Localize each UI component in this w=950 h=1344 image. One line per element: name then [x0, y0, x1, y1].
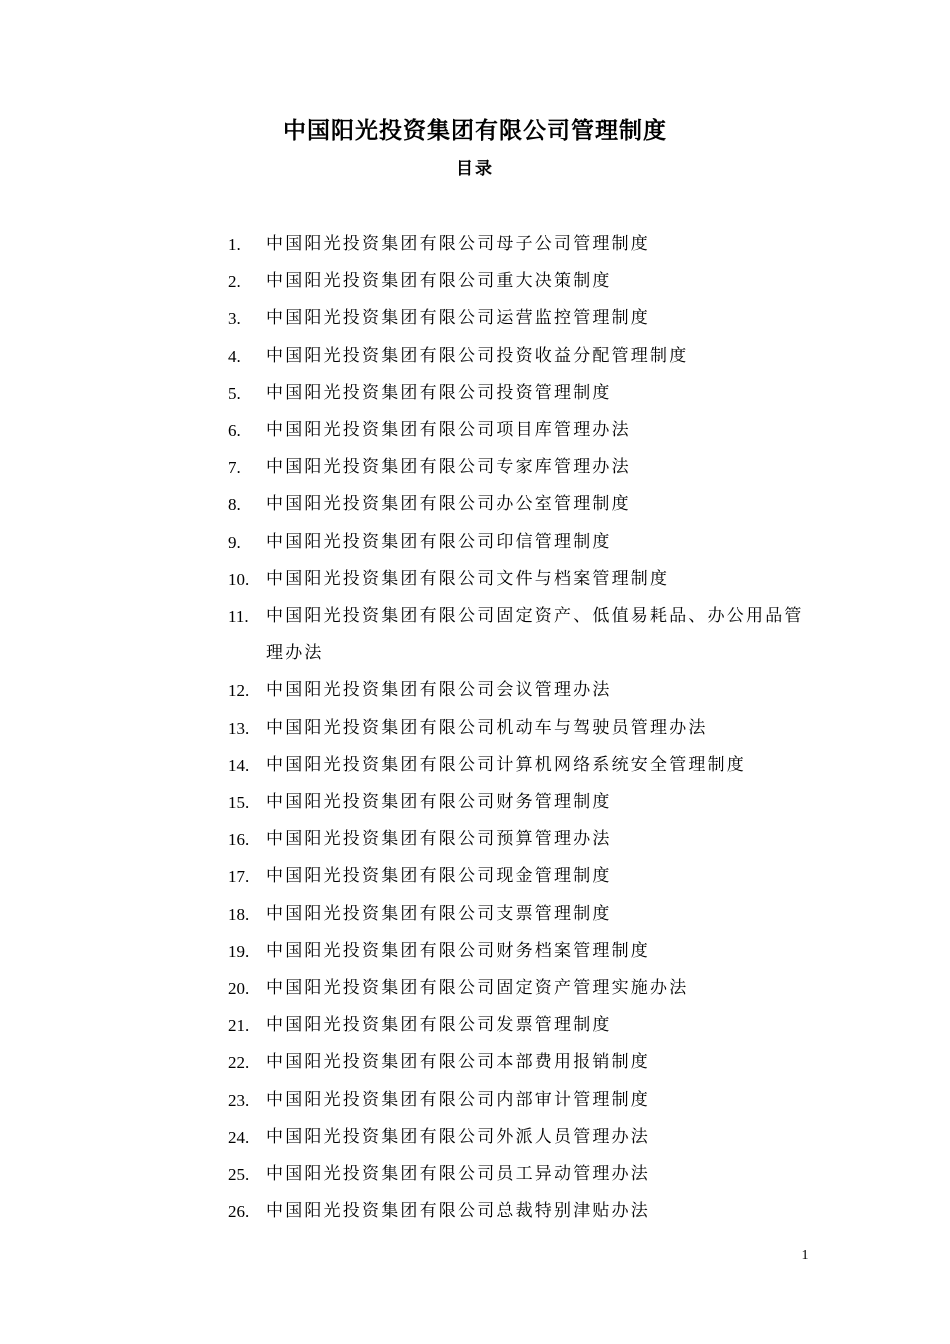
toc-item-title: 中国阳光投资集团有限公司文件与档案管理制度	[266, 568, 670, 589]
toc-item-number: 6.	[228, 421, 241, 441]
toc-item-title: 中国阳光投资集团有限公司预算管理办法	[266, 829, 612, 850]
page-number: 1	[801, 1248, 809, 1263]
toc-item-title: 中国阳光投资集团有限公司会议管理办法	[266, 680, 612, 701]
toc-item-title: 中国阳光投资集团有限公司重大决策制度	[266, 271, 612, 292]
toc-item-title: 中国阳光投资集团有限公司财务档案管理制度	[266, 940, 650, 961]
toc-item	[228, 933, 818, 970]
toc-item-title: 中国阳光投资集团有限公司本部费用报销制度	[266, 1052, 650, 1073]
table-of-contents	[228, 226, 818, 1230]
toc-item	[228, 1119, 818, 1156]
toc-item	[228, 486, 818, 523]
toc-item	[228, 784, 818, 821]
toc-item	[228, 598, 818, 672]
toc-item-title: 中国阳光投资集团有限公司财务管理制度	[266, 792, 612, 813]
toc-item-number: 3.	[228, 309, 241, 329]
toc-item-title: 中国阳光投资集团有限公司投资管理制度	[266, 382, 612, 403]
toc-item-number: 26.	[228, 1202, 250, 1222]
toc-item-number: 2.	[228, 272, 241, 292]
toc-item-title: 中国阳光投资集团有限公司专家库管理办法	[266, 457, 631, 478]
toc-item-number: 19.	[228, 941, 250, 961]
toc-item-number: 10.	[228, 569, 250, 589]
toc-item-number: 15.	[228, 793, 250, 813]
toc-item	[228, 226, 818, 263]
toc-item-number: 25.	[228, 1165, 250, 1185]
toc-item-number: 1.	[228, 235, 241, 254]
toc-item-number: 17.	[228, 867, 250, 887]
toc-item	[228, 970, 818, 1007]
toc-item-title: 中国阳光投资集团有限公司印信管理制度	[266, 531, 612, 552]
toc-item-title: 中国阳光投资集团有限公司现金管理制度	[266, 866, 612, 887]
toc-item	[228, 1044, 818, 1081]
toc-item	[228, 672, 818, 709]
toc-item	[228, 375, 818, 412]
toc-item-title: 中国阳光投资集团有限公司总裁特别津贴办法	[266, 1201, 650, 1222]
toc-item	[228, 449, 818, 486]
toc-item-title: 中国阳光投资集团有限公司固定资产、低值易耗品、办公用品管理办法	[266, 606, 804, 664]
toc-item-number: 14.	[228, 755, 250, 775]
toc-item	[228, 896, 818, 933]
toc-item-number: 11.	[228, 607, 249, 627]
toc-item-number: 12.	[228, 681, 250, 701]
toc-item	[228, 821, 818, 858]
toc-item-number: 7.	[228, 458, 241, 478]
toc-item-number: 8.	[228, 495, 241, 515]
toc-item	[228, 710, 818, 747]
toc-item-title: 中国阳光投资集团有限公司项目库管理办法	[266, 420, 631, 441]
toc-item-title: 中国阳光投资集团有限公司办公室管理制度	[266, 494, 631, 515]
toc-item-title: 中国阳光投资集团有限公司投资收益分配管理制度	[266, 345, 689, 366]
toc-item-title: 中国阳光投资集团有限公司固定资产管理实施办法	[266, 978, 689, 999]
toc-item-title: 中国阳光投资集团有限公司发票管理制度	[266, 1015, 612, 1036]
toc-item-number: 23.	[228, 1090, 250, 1110]
toc-item-title: 中国阳光投资集团有限公司计算机网络系统安全管理制度	[266, 754, 746, 775]
toc-item	[228, 300, 818, 337]
toc-item	[228, 412, 818, 449]
toc-item-number: 20.	[228, 979, 250, 999]
toc-item	[228, 561, 818, 598]
toc-item	[228, 524, 818, 561]
toc-item-number: 18.	[228, 904, 250, 924]
toc-item-title: 中国阳光投资集团有限公司机动车与驾驶员管理办法	[266, 717, 708, 738]
toc-item-number: 16.	[228, 830, 250, 850]
toc-item-title: 中国阳光投资集团有限公司母子公司管理制度	[266, 234, 650, 254]
toc-item	[228, 1082, 818, 1119]
toc-heading: 目录	[456, 159, 494, 179]
toc-item-number: 4.	[228, 346, 241, 366]
toc-item	[228, 858, 818, 895]
toc-item-title: 中国阳光投资集团有限公司外派人员管理办法	[266, 1126, 650, 1147]
toc-item-number: 22.	[228, 1053, 250, 1073]
toc-item-number: 24.	[228, 1127, 250, 1147]
document-title: 中国阳光投资集团有限公司管理制度	[283, 117, 667, 144]
toc-item-number: 5.	[228, 383, 241, 403]
toc-item	[228, 263, 818, 300]
toc-item-title: 中国阳光投资集团有限公司支票管理制度	[266, 903, 612, 924]
toc-item-number: 13.	[228, 718, 250, 738]
toc-item	[228, 1193, 818, 1230]
toc-item	[228, 1007, 818, 1044]
toc-item	[228, 1156, 818, 1193]
toc-item-number: 21.	[228, 1016, 250, 1036]
toc-item	[228, 338, 818, 375]
toc-item-number: 9.	[228, 532, 241, 552]
toc-item-title: 中国阳光投资集团有限公司员工异动管理办法	[266, 1164, 650, 1185]
toc-item-title: 中国阳光投资集团有限公司内部审计管理制度	[266, 1089, 650, 1110]
toc-item	[228, 747, 818, 784]
toc-item-title: 中国阳光投资集团有限公司运营监控管理制度	[266, 308, 650, 329]
